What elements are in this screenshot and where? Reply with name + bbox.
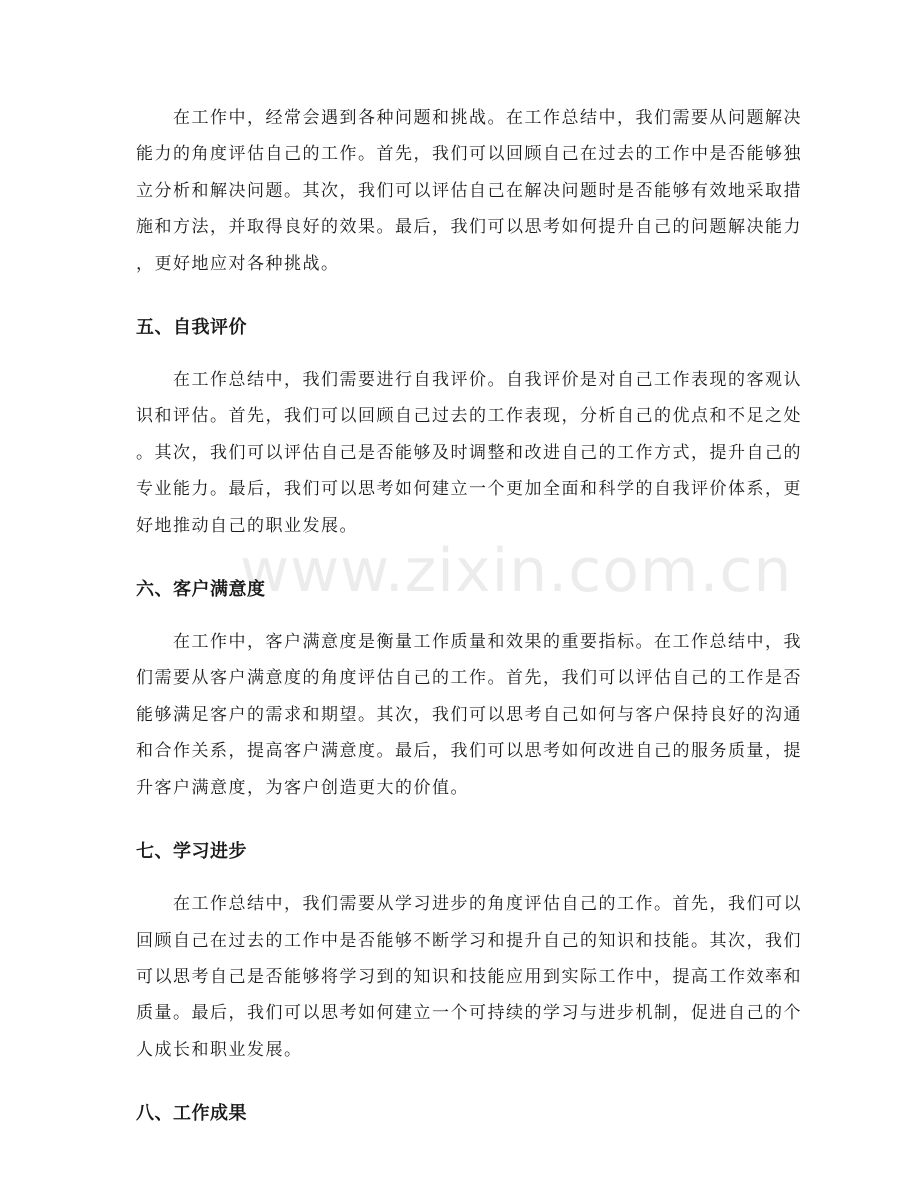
paragraph-line: 在工作中，经常会遇到各种问题和挑战。在工作总结中，我们需要从问题解决 (136, 108, 802, 128)
document-body (136, 100, 802, 1126)
paragraph-learning-progress (136, 886, 802, 1068)
section-heading-learning-progress: 七、学习进步 (136, 841, 247, 863)
paragraph-line: 立分析和解决问题。其次，我们可以评估自己在解决问题时是否能够有效地采取措 (136, 180, 802, 201)
paragraph-line: 能力的角度评估自己的工作。首先，我们可以回顾自己在过去的工作中是否能够独 (136, 144, 802, 165)
paragraph-self-evaluation (136, 362, 802, 544)
watermark: www.zixin.com.cn (240, 536, 793, 606)
paragraph-line: ，更好地应对各种挑战。 (136, 253, 340, 274)
paragraph-line: 在工作总结中，我们需要进行自我评价。自我评价是对自己工作表现的客观认 (136, 370, 802, 391)
paragraph-line: 专业能力。最后，我们可以思考如何建立一个更加全面和科学的自我评价体系，更 (136, 479, 802, 500)
section-heading-self-evaluation: 五、自我评价 (136, 317, 247, 339)
paragraph-line: 施和方法，并取得良好的效果。最后，我们可以思考如何提升自己的问题解决能力 (136, 217, 802, 238)
paragraph-line: 人成长和职业发展。 (136, 1039, 303, 1060)
paragraph-line: 质量。最后，我们可以思考如何建立一个可持续的学习与进步机制，促进自己的个 (136, 1003, 802, 1024)
paragraph-problem-solving (136, 100, 802, 282)
paragraph-line: 可以思考自己是否能够将学习到的知识和技能应用到实际工作中，提高工作效率和 (136, 966, 802, 987)
paragraph-line: 回顾自己在过去的工作中是否能够不断学习和提升自己的知识和技能。其次，我们 (136, 930, 802, 951)
paragraph-customer-satisfaction (136, 624, 802, 806)
paragraph-line: 。其次，我们可以评估自己是否能够及时调整和改进自己的工作方式，提升自己的 (136, 442, 802, 463)
paragraph-line: 好地推动自己的职业发展。 (136, 515, 358, 536)
section-heading-work-results: 八、工作成果 (136, 1103, 247, 1125)
paragraph-line: 和合作关系，提高客户满意度。最后，我们可以思考如何改进自己的服务质量，提 (136, 741, 802, 762)
paragraph-line: 们需要从客户满意度的角度评估自己的工作。首先，我们可以评估自己的工作是否 (136, 668, 802, 689)
paragraph-line: 升客户满意度，为客户创造更大的价值。 (136, 777, 469, 798)
paragraph-line: 识和评估。首先，我们可以回顾自己过去的工作表现，分析自己的优点和不足之处 (136, 406, 802, 427)
paragraph-line: 能够满足客户的需求和期望。其次，我们可以思考自己如何与客户保持良好的沟通 (136, 704, 802, 725)
paragraph-line: 在工作总结中，我们需要从学习进步的角度评估自己的工作。首先，我们可以 (136, 894, 802, 915)
section-heading-customer-satisfaction: 六、客户满意度 (136, 579, 266, 601)
paragraph-line: 在工作中，客户满意度是衡量工作质量和效果的重要指标。在工作总结中，我 (136, 632, 802, 653)
